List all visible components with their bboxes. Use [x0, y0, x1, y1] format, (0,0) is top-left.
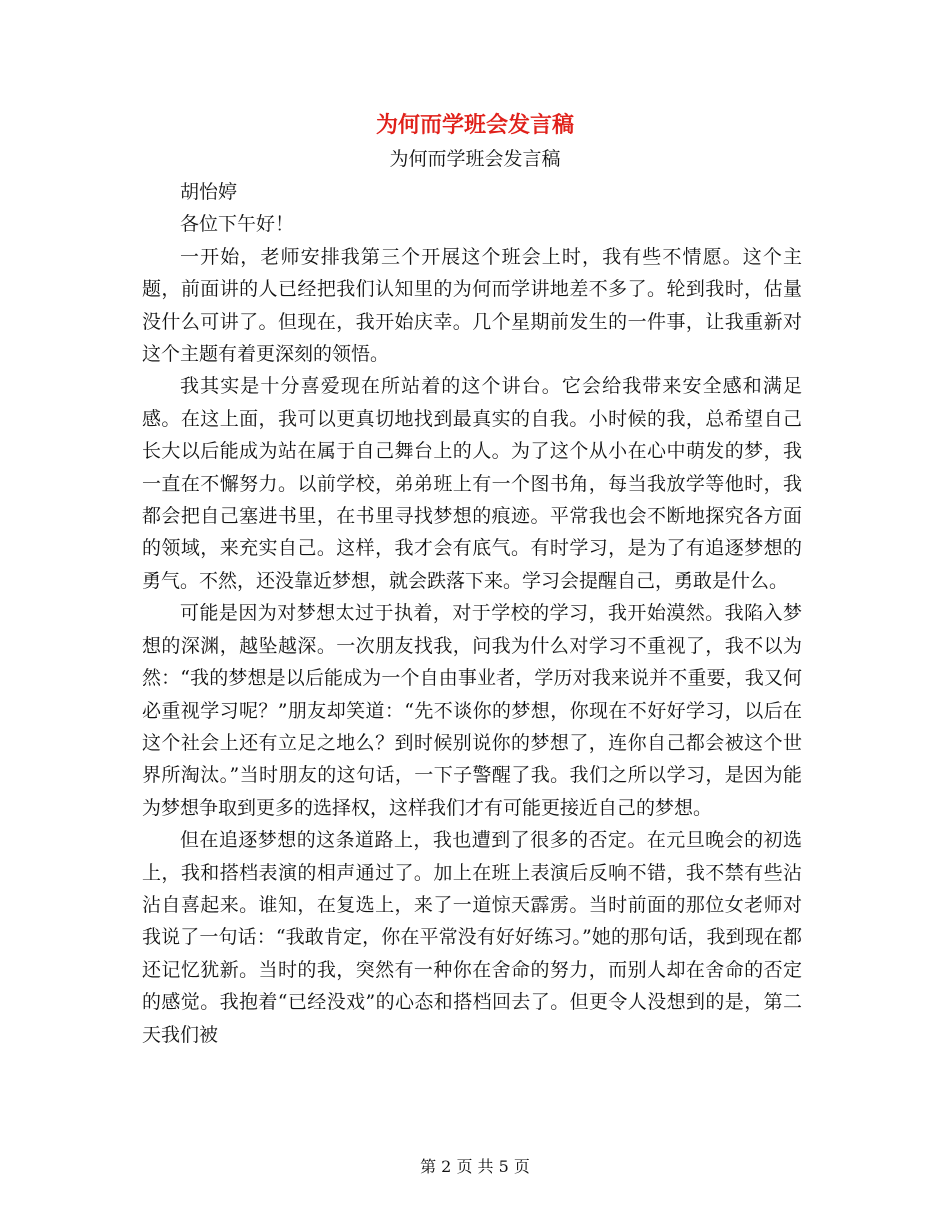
body-paragraph: 我其实是十分喜爱现在所站着的这个讲台。它会给我带来安全感和满足感。在这上面，我可以更真切地找到最真实的自我。小时候的我，总希望自己长大以后能成为站在属于自己舞台上的人。为了这个从小在心中萌发的梦，我一直在不懈努力。以前学校，弟弟班上有一个图书角，每当我放学等他时，我都会把自己塞进书里，在书里寻找梦想的痕迹。平常我也会不断地探究各方面的领域，来充实自己。这样，我才会有底气。有时学习，是为了有追逐梦想的勇气。不然，还没靠近梦想，就会跌落下来。学习会提醒自己，勇敢是什么。 — [142, 375, 802, 592]
body-paragraph: 但在追逐梦想的这条道路上，我也遭到了很多的否定。在元旦晚会的初选上，我和搭档表演的相声通过了。加上在班上表演后反响不错，我不禁有些沾沾自喜起来。谁知，在复选上，来了一道惊天霹雳。当时前面的那位女老师对我说了一句话：“我敢肯定，你在平常没有好好练习。”她的那句话，我到现在都还记忆犹新。当时的我，突然有一种你在舍命的努力，而别人却在舍命的否定的感觉。我抱着“已经没戏”的心态和搭档回去了。但更令人没想到的是，第二天我们被 — [142, 829, 802, 1046]
document-title: 为何而学班会发言稿 — [375, 112, 574, 138]
document-subtitle: 为何而学班会发言稿 — [389, 148, 561, 170]
body-paragraph: 一开始，老师安排我第三个开展这个班会上时，我有些不情愿。这个主题，前面讲的人已经把我们认知里的为何而学讲地差不多了。轮到我时，估量没什么可讲了。但现在，我开始庆幸。几个星期前发生的一件事，让我重新对这个主题有着更深刻的领悟。 — [142, 245, 802, 366]
body-paragraph: 可能是因为对梦想太过于执着，对于学校的学习，我开始漠然。我陷入梦想的深渊，越坠越深。一次朋友找我，问我为什么对学习不重视了，我不以为然：“我的梦想是以后能成为一个自由事业者，学历对我来说并不重要，我又何必重视学习呢？”朋友却笑道：“先不谈你的梦想，你现在不好好学习，以后在这个社会上还有立足之地么？到时候别说你的梦想了，连你自己都会被这个世界所淘汰。”当时朋友的这句话，一下子警醒了我。我们之所以学习，是因为能为梦想争取到更多的选择权，这样我们才有可能更接近自己的梦想。 — [142, 602, 802, 819]
greeting: 各位下午好！ — [180, 213, 295, 236]
document-body — [142, 176, 802, 1051]
page-number-footer: 第 2 页 共 5 页 — [420, 1157, 530, 1176]
author-name: 胡怡婷 — [180, 181, 238, 203]
